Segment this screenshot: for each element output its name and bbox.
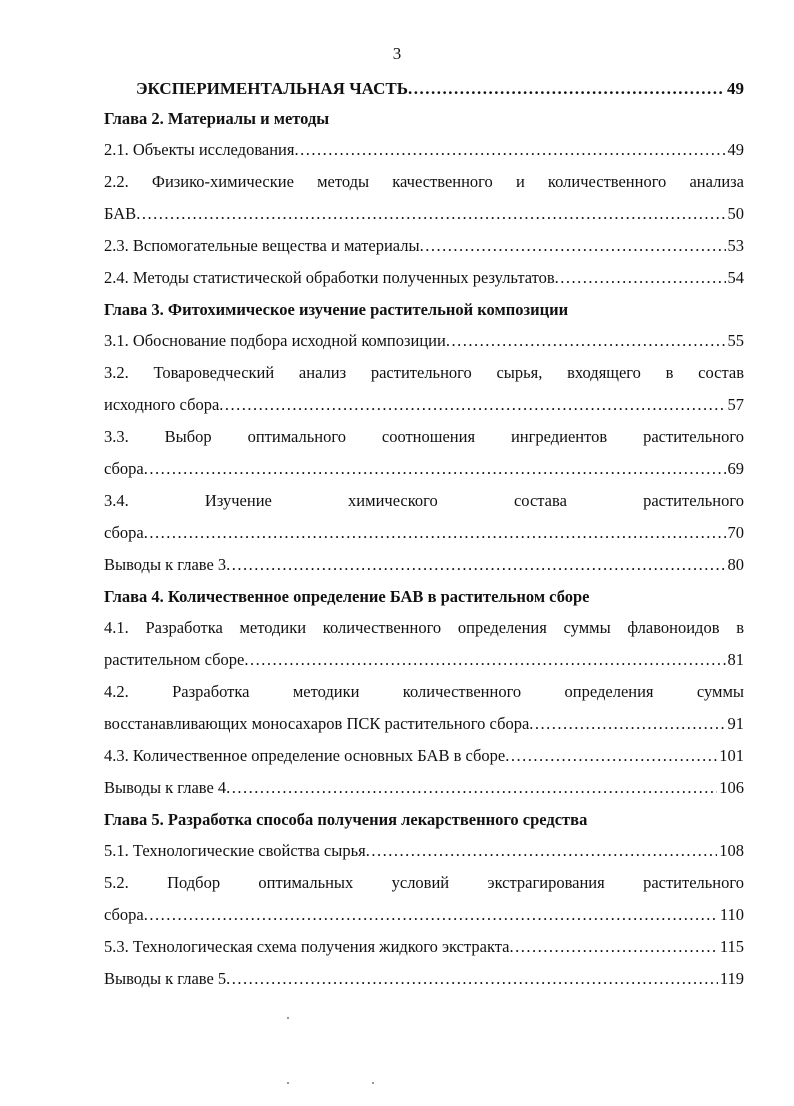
toc-entry-title: 4.3. Количественное определение основных БАВ в сборе bbox=[104, 746, 506, 765]
leader-dots bbox=[226, 549, 725, 581]
chapter-4-heading: Глава 4. Количественное определение БАВ в растительном сборе bbox=[104, 587, 590, 606]
leader-dots bbox=[144, 453, 726, 485]
toc-entry-title: сбора bbox=[104, 459, 144, 478]
toc-entry-title: Выводы к главе 3 bbox=[104, 555, 227, 574]
toc-entry-5-3 bbox=[104, 931, 744, 963]
toc-entry-2-3 bbox=[104, 230, 744, 262]
toc-entry-title: 5.3. Технологическая схема получения жидкого экстракта bbox=[104, 937, 510, 956]
leader-dots bbox=[219, 389, 725, 421]
toc-entry-5-2 bbox=[104, 899, 744, 931]
leader-dots bbox=[420, 230, 726, 262]
toc-entry-5-1 bbox=[104, 835, 744, 867]
toc-entry-title: растительном сборе bbox=[104, 650, 245, 669]
toc-entry-title: сбора bbox=[104, 905, 144, 924]
toc-entry-title: Выводы к главе 5 bbox=[104, 969, 227, 988]
toc-entry-4-2-line1: 4.2. Разработка методики количественного определения суммы bbox=[104, 682, 744, 701]
toc-entry-3-1 bbox=[104, 325, 744, 357]
chapter-3-heading: Глава 3. Фитохимическое изучение растительной композиции bbox=[104, 300, 569, 319]
toc-entry-title: сбора bbox=[104, 523, 144, 542]
toc-entry-3-2-line1: 3.2. Товароведческий анализ растительного сырья, входящего в состав bbox=[104, 363, 744, 382]
toc-entry-3-3-line1: 3.3. Выбор оптимального соотношения ингредиентов растительного bbox=[104, 427, 744, 446]
toc-entry-title: исходного сбора bbox=[104, 395, 220, 414]
toc-entry-title: ЭКСПЕРИМЕНТАЛЬНАЯ ЧАСТЬ bbox=[136, 79, 408, 98]
toc-entry-4-1 bbox=[104, 644, 744, 676]
toc-page-ref: 101 bbox=[719, 746, 744, 765]
toc-page-ref: 53 bbox=[727, 236, 744, 255]
toc-entry-2-1 bbox=[104, 134, 744, 166]
toc-entry-3-3 bbox=[104, 453, 744, 485]
chapter-2-heading: Глава 2. Материалы и методы bbox=[104, 109, 330, 128]
toc-entry-ch4-conclusions bbox=[104, 772, 744, 804]
toc-entry-2-2 bbox=[104, 198, 744, 230]
toc-entry-title: 3.1. Обоснование подбора исходной композиции bbox=[104, 331, 446, 350]
toc-entry-5-2-line1: 5.2. Подбор оптимальных условий экстрагирования растительного bbox=[104, 873, 744, 892]
toc-entry-3-2 bbox=[104, 389, 744, 421]
leader-dots bbox=[136, 198, 725, 230]
toc-entry-3-4 bbox=[104, 517, 744, 549]
toc-entry-4-3 bbox=[104, 740, 744, 772]
leader-dots bbox=[294, 134, 725, 166]
toc-page-ref: 81 bbox=[727, 650, 744, 669]
toc-page-ref: 115 bbox=[719, 937, 744, 956]
toc-entry-title: БАВ bbox=[104, 204, 137, 223]
leader-dots bbox=[366, 835, 718, 867]
toc-page-ref: 57 bbox=[727, 395, 744, 414]
leader-dots bbox=[226, 963, 718, 995]
toc-entry-2-2-line1: 2.2. Физико-химические методы качественного и количественного анализа bbox=[104, 172, 744, 191]
toc-entry-title: 2.3. Вспомогательные вещества и материалы bbox=[104, 236, 420, 255]
toc-page-ref: 106 bbox=[719, 778, 744, 797]
chapter-5-heading: Глава 5. Разработка способа получения лекарственного средства bbox=[104, 810, 588, 829]
leader-dots bbox=[505, 740, 717, 772]
leader-dots bbox=[244, 644, 725, 676]
toc-entry-4-2 bbox=[104, 708, 744, 740]
toc-entry-title: восстанавливающих моносахаров ПСК растительного сбора bbox=[104, 714, 530, 733]
toc-page-ref: 49 bbox=[727, 140, 744, 159]
toc-entry-title: Выводы к главе 4 bbox=[104, 778, 227, 797]
leader-dots bbox=[144, 517, 726, 549]
toc-page-ref: 49 bbox=[727, 79, 744, 98]
toc-page-ref: 80 bbox=[727, 555, 744, 574]
toc-page-ref: 50 bbox=[727, 204, 744, 223]
toc-entry-title: 5.1. Технологические свойства сырья bbox=[104, 841, 366, 860]
toc-entry-2-4 bbox=[104, 262, 744, 294]
leader-dots bbox=[144, 899, 718, 931]
toc-entry-4-1-line1: 4.1. Разработка методики количественного определения суммы флавоноидов в bbox=[104, 618, 744, 637]
page-number: 3 bbox=[392, 44, 402, 63]
toc-page-ref: 119 bbox=[719, 969, 744, 988]
toc-page-ref: 110 bbox=[719, 905, 744, 924]
toc-entry-title: 2.1. Объекты исследования bbox=[104, 140, 295, 159]
toc-page-ref: 108 bbox=[719, 841, 744, 860]
toc-entry-ch3-conclusions bbox=[104, 549, 744, 581]
leader-dots bbox=[446, 325, 726, 357]
leader-dots bbox=[226, 772, 717, 804]
leader-dots bbox=[529, 708, 725, 740]
table-of-contents bbox=[104, 75, 744, 995]
leader-dots bbox=[408, 75, 725, 103]
toc-page-ref: 91 bbox=[727, 714, 744, 733]
toc-page-ref: 55 bbox=[727, 331, 744, 350]
toc-entry-title: 2.4. Методы статистической обработки полученных результатов bbox=[104, 268, 555, 287]
leader-dots bbox=[555, 262, 726, 294]
toc-entry-experimental bbox=[104, 75, 744, 103]
toc-page-ref: 69 bbox=[727, 459, 744, 478]
toc-page-ref: 70 bbox=[727, 523, 744, 542]
toc-entry-ch5-conclusions bbox=[104, 963, 744, 995]
toc-entry-3-4-line1: 3.4. Изучение химического состава растительного bbox=[104, 491, 744, 510]
leader-dots bbox=[510, 931, 718, 963]
toc-page-ref: 54 bbox=[727, 268, 744, 287]
